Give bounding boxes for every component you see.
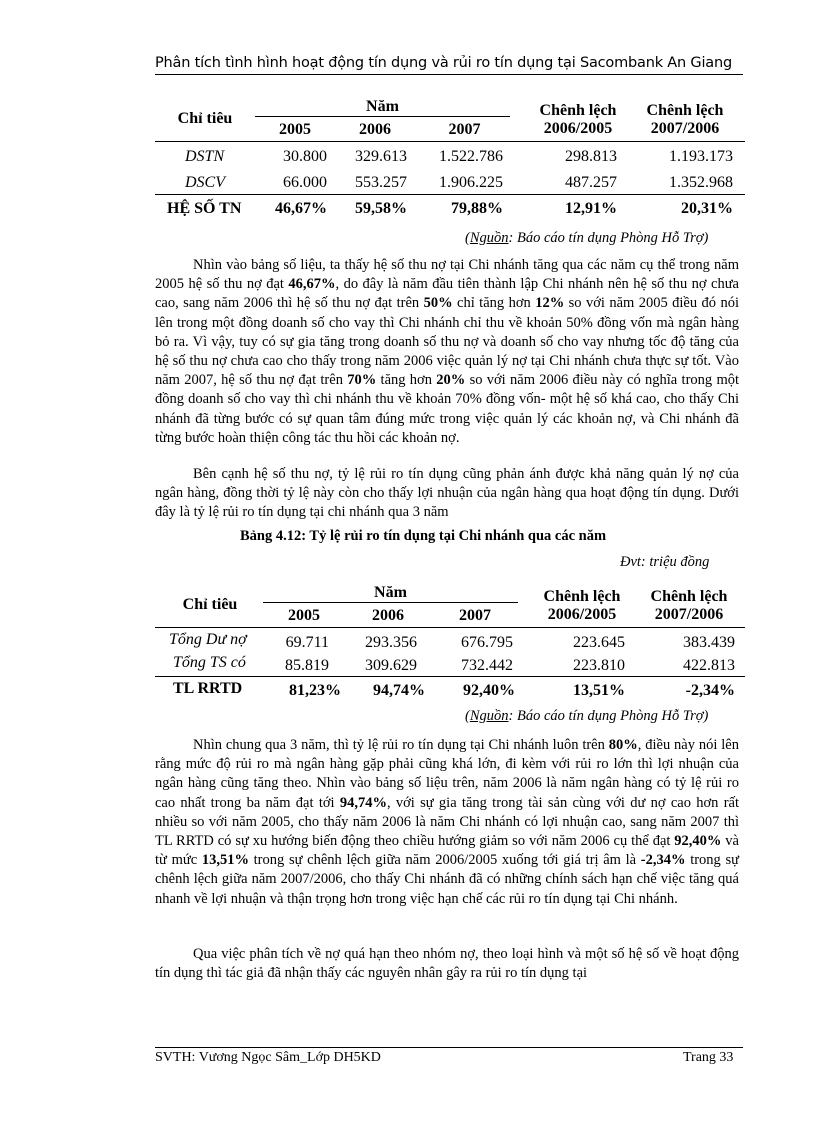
t1-year-2006: 2006: [359, 121, 391, 138]
t2-row1-2007: 676.795: [461, 634, 513, 651]
t1-year-2005: 2005: [279, 121, 311, 138]
t2-total-2006: 94,74%: [373, 682, 425, 699]
t1-row1-2007: 1.522.786: [439, 148, 503, 165]
t2-row1-label: Tổng Dư nợ: [169, 631, 247, 648]
t2-diff1-line2: 2006/2005: [547, 606, 617, 623]
t1-row1-diff1: 298.813: [565, 148, 617, 165]
t2-year-rule: [263, 602, 518, 603]
t2-total-label: TL RRTD: [173, 680, 243, 697]
t2-total-2005: 81,23%: [289, 682, 341, 699]
t1-total-label: HỆ SỐ TN: [167, 200, 242, 217]
t2-row2-2005: 85.819: [285, 657, 329, 674]
t1-total-2005: 46,67%: [275, 200, 327, 217]
t1-row1-label: DSTN: [185, 148, 225, 165]
t1-diff1-line2: 2006/2005: [543, 120, 613, 137]
t2-row2-label: Tổng TS có: [173, 654, 246, 671]
t1-source: (Nguồn: Báo cáo tín dụng Phòng Hỗ Trợ): [465, 230, 709, 246]
t2-row1-2005: 69.711: [285, 634, 329, 651]
t1-row2-2005: 66.000: [283, 174, 327, 191]
t1-row1-diff2: 1.193.173: [669, 148, 733, 165]
t1-diff1-line1: Chênh lệch: [539, 102, 617, 119]
t2-diff2-line2: 2007/2006: [654, 606, 724, 623]
t2-source: (Nguồn: Báo cáo tín dụng Phòng Hỗ Trợ): [465, 708, 709, 724]
footer-author: SVTH: Vương Ngọc Sâm_Lớp DH5KD: [155, 1050, 381, 1065]
table-2: [155, 582, 745, 702]
t2-col-label: Chỉ tiêu: [182, 596, 238, 613]
t2-row2-2007: 732.442: [461, 657, 513, 674]
t2-year-2006: 2006: [372, 607, 404, 624]
t1-row2-diff2: 1.352.968: [669, 174, 733, 191]
t2-total-diff2: -2,34%: [685, 682, 735, 699]
t2-row2-diff1: 223.810: [573, 657, 625, 674]
t1-total-rule: [155, 194, 745, 195]
t2-header-rule: [155, 627, 745, 628]
table-2-unit: Đvt: triệu đồng: [620, 554, 710, 570]
t1-total-diff2: 20,31%: [681, 200, 733, 217]
t2-total-2007: 92,40%: [463, 682, 515, 699]
t1-total-2006: 59,58%: [355, 200, 407, 217]
t1-row2-label: DSCV: [185, 174, 225, 191]
t2-row2-2006: 309.629: [365, 657, 417, 674]
t2-total-rule: [155, 676, 745, 677]
t2-year-2007: 2007: [459, 607, 491, 624]
paragraph-1: Nhìn vào bảng số liệu, ta thấy hệ số thu nợ tại Chi nhánh tăng qua các năm cụ thể trong năm 2005 hệ số thu nợ đạt 46,67%, do đây là năm đầu tiên thành lập Chi nhánh nên hệ số thu nợ chưa cao, sang năm 2006 thì hệ số thu nợ đạt trên 50% chỉ tăng hơn 12% so với năm 2005 điều đó nói lên trong một đồng doanh số cho vay thì Chi nhánh chỉ thu về khoản 50% đồng vốn mà ngân hàng bỏ ra. Vì vậy, tuy có sự gia tăng trong doanh số thu nợ và doanh số cho vay nhưng tốc độ tăng của hệ số thu nợ chưa cao cho thấy trong năm 2006 việc quản lý nợ tại Chi nhánh chưa thực sự tốt. Vào năm 2007, hệ số thu nợ đạt trên 70% tăng hơn 20% so với năm 2006 điều này có nghĩa trong một đồng doanh số cho vay thì chi nhánh thu về khoản 70% đồng vốn- một hệ số khá cao, cho thấy Chi nhánh đã từng bước có sự quan tâm đúng mức trong việc quản lý các khoản nợ, và Chi nhánh đã từng bước hoàn thiện công tác thu hồi các khoản nợ.: [155, 257, 740, 446]
paragraph-2: Bên cạnh hệ số thu nợ, tỷ lệ rủi ro tín dụng cũng phản ánh được khả năng quản lý nợ của ngân hàng, đồng thời tỷ lệ này còn cho thấy lợi nhuận của ngân hàng qua hoạt động tín dụng. Dưới đây là tỷ lệ rủi ro tín dụng tại chi nhánh qua 3 năm: [155, 466, 739, 521]
paragraph-3: Nhìn chung qua 3 năm, thì tỷ lệ rủi ro tín dụng tại Chi nhánh luôn trên 80%, điều này nói lên rằng mức độ rủi ro mà ngân hàng gặp phải cũng khá lớn, đi kèm với rủi ro lớn thì lợi nhuận của ngân hàng cũng tăng theo. Nhìn vào bảng số liệu trên, năm 2006 là năm ngân hàng có tỷ lệ rủi ro cao nhất trong ba năm đạt tới 94,74%, với sự gia tăng trong tài sản cùng với dư nợ cao hơn rất nhiều so với năm 2005, cho thấy năm 2006 là năm Chi nhánh có lợi nhuận cao, sang năm 2007 thì TL RRTD có sự xu hướng biến động theo chiều hướng giảm so với năm 2006 cụ thể đạt 92,40% và từ mức 13,51% trong sự chênh lệch giữa năm 2006/2005 xuống tới giá trị âm là -2,34% trong sự chênh lệch giữa năm 2007/2006, cho thấy Chi nhánh đã có những chính sách hạn chế việc tăng quá nhanh về lợi nhuận và thận trọng hơn trong việc hạn chế các rủi ro tín dụng tại Chi nhánh.: [155, 737, 739, 907]
t1-row1-2006: 329.613: [355, 148, 407, 165]
t2-row1-diff1: 223.645: [573, 634, 625, 651]
t2-diff1-line1: Chênh lệch: [543, 588, 621, 605]
t1-year-rule: [255, 116, 510, 117]
footer-rule: [155, 1047, 743, 1048]
t1-row1-2005: 30.800: [283, 148, 327, 165]
table-2-caption: Bảng 4.12: Tỷ lệ rủi ro tín dụng tại Chi nhánh qua các năm: [240, 528, 607, 544]
t1-total-2007: 79,88%: [451, 200, 503, 217]
t1-col-label: Chỉ tiêu: [177, 110, 233, 127]
t2-row1-2006: 293.356: [365, 634, 417, 651]
t1-year-group: Năm: [366, 98, 399, 115]
t2-row1-diff2: 383.439: [683, 634, 735, 651]
page-header: Phân tích tình hình hoạt động tín dụng và rủi ro tín dụng tại Sacombank An Giang: [155, 55, 732, 71]
t1-row2-2007: 1.906.225: [439, 174, 503, 191]
t1-diff2-line2: 2007/2006: [650, 120, 720, 137]
header-rule: [155, 74, 743, 75]
t2-year-2005: 2005: [288, 607, 320, 624]
page-number: Trang 33: [683, 1050, 734, 1065]
t2-total-diff1: 13,51%: [573, 682, 625, 699]
t1-total-diff1: 12,91%: [565, 200, 617, 217]
t1-row2-2006: 553.257: [355, 174, 407, 191]
t2-year-group: Năm: [374, 584, 407, 601]
t2-row2-diff2: 422.813: [683, 657, 735, 674]
table-1: [155, 96, 745, 226]
t1-row2-diff1: 487.257: [565, 174, 617, 191]
paragraph-4: Qua việc phân tích về nợ quá hạn theo nhóm nợ, theo loại hình và một số hệ số về hoạt động tín dụng thì tác giả đã nhận thấy các nguyên nhân gây ra rủi ro tín dụng tại: [155, 946, 739, 982]
t1-year-2007: 2007: [448, 121, 481, 138]
t1-diff2-line1: Chênh lệch: [646, 102, 724, 119]
t2-diff2-line1: Chênh lệch: [650, 588, 728, 605]
t1-header-rule: [155, 141, 745, 142]
